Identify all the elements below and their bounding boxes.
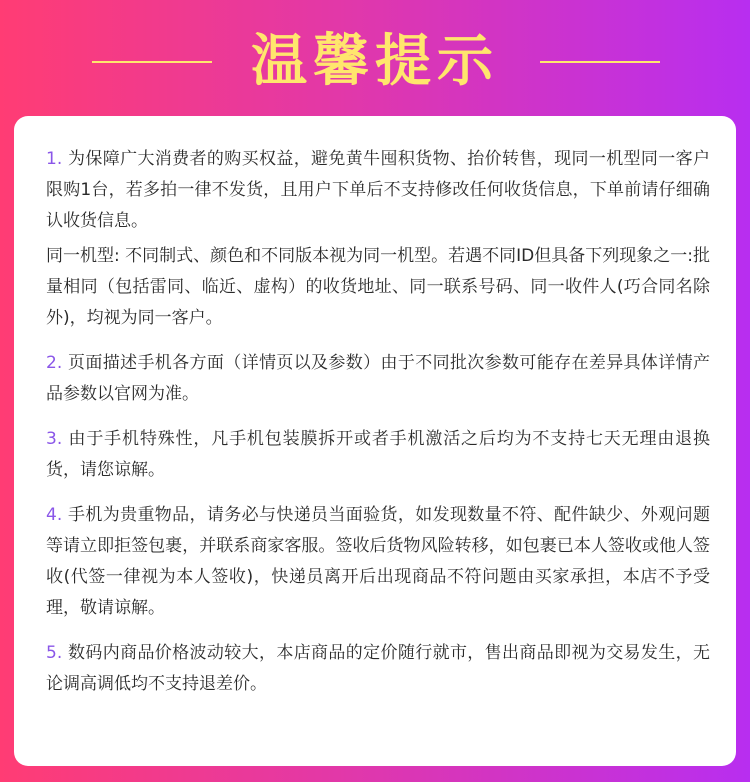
notice-text: 页面描述手机各方面（详情页以及参数）由于不同批次参数可能存在差异具体详情产品参数以官网为准。 — [46, 353, 710, 404]
header-banner — [0, 0, 750, 118]
notice-number: 5. — [46, 643, 63, 663]
notice-item-1 — [46, 144, 710, 237]
notice-item-4 — [46, 500, 710, 624]
decorative-line-right — [540, 61, 660, 63]
notice-text: 同一机型: 不同制式、颜色和不同版本视为同一机型。若遇不同ID但具备下列现象之一:批量相同（包括雷同、临近、虚构）的收货地址、同一联系号码、同一收件人(巧合同名除外)，均视为同一客户。 — [46, 246, 710, 328]
page-title: 温馨提示 — [251, 29, 499, 94]
notice-text: 为保障广大消费者的购买权益，避免黄牛囤积货物、抬价转售，现同一机型同一客户限购1台，若多拍一律不发货，且用户下单后不支持修改任何收货信息，下单前请仔细确认收货信息。 — [46, 149, 710, 231]
notice-number: 4. — [46, 505, 63, 525]
notice-number: 3. — [46, 429, 63, 449]
notice-item-5 — [46, 638, 710, 700]
notice-number: 2. — [46, 353, 63, 373]
notice-item-3 — [46, 424, 710, 486]
notice-text: 由于手机特殊性，凡手机包装膜拆开或者手机激活之后均为不支持七天无理由退换货，请您谅解。 — [46, 429, 710, 480]
notice-item-2 — [46, 348, 710, 410]
notice-text: 数码内商品价格波动较大，本店商品的定价随行就市，售出商品即视为交易发生，无论调高调低均不支持退差价。 — [46, 643, 710, 694]
notice-text: 手机为贵重物品，请务必与快递员当面验货，如发现数量不符、配件缺少、外观问题等请立即拒签包裹，并联系商家客服。签收后货物风险转移，如包裹已本人签收或他人签收(代签一律视为本人签收)，快递员离开后出现商品不符问题由买家承担，本店不予受理，敬请谅解。 — [46, 505, 710, 618]
notice-item-1-detail — [46, 241, 710, 334]
notice-card — [14, 116, 736, 766]
notice-number: 1. — [46, 149, 63, 169]
